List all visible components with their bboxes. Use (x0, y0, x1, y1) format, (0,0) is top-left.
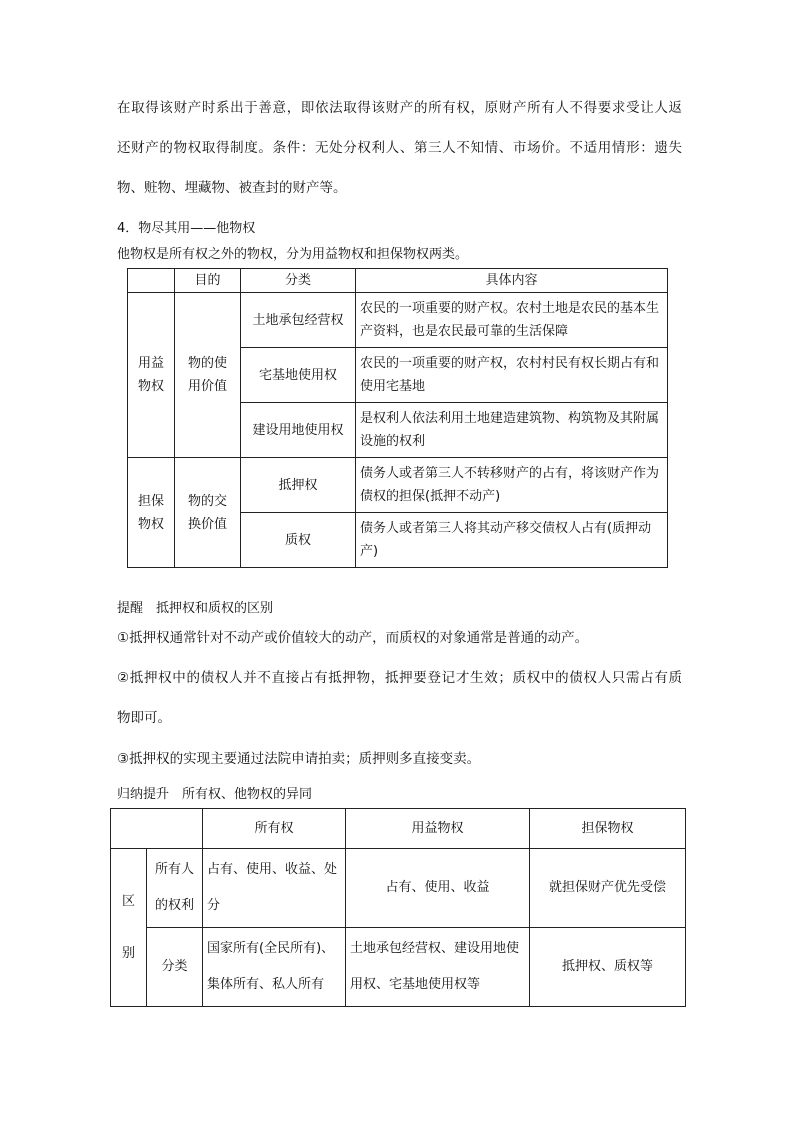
ownership-cell: 占有、使用、收益、处分 (203, 849, 346, 928)
intro-line-3: 物、赃物、埋藏物、被查封的财产等。 (117, 180, 347, 196)
content-cell: 是权利人依法利用土地建造建筑物、构筑物及其附属设施的权利 (356, 403, 668, 458)
usufruct-cell: 占有、使用、收益 (346, 849, 530, 928)
category-cell: 土地承包经营权 (241, 293, 356, 348)
category-cell: 宅基地使用权 (241, 348, 356, 403)
content-cell: 债务人或者第三人将其动产移交债权人占有(质押动产) (356, 513, 668, 568)
reminder-item-2a: ②抵押权中的债权人并不直接占有抵押物，抵押要登记才生效；质权中的债权人只需占有质 (117, 670, 682, 686)
table-header-cell: 所有权 (203, 809, 346, 849)
summary-table (110, 808, 686, 1007)
content-cell: 农民的一项重要的财产权。农村土地是农民的基本生产资料，也是农民最可靠的生活保障 (356, 293, 668, 348)
content-cell: 农民的一项重要的财产权，农村村民有权长期占有和使用宅基地 (356, 348, 668, 403)
table-header-cell: 担保物权 (530, 809, 686, 849)
table-row (111, 849, 686, 928)
row-label: 分类 (147, 928, 203, 1007)
table-header-row (111, 809, 686, 849)
table-row (128, 293, 668, 348)
reminder-item-1: ①抵押权通常针对不动产或价值较大的动产，而质权的对象通常是普通的动产。 (117, 630, 589, 646)
table-header-cell (111, 809, 203, 849)
reminder-title: 提醒 抵押权和质权的区别 (117, 601, 274, 616)
table-row (128, 458, 668, 513)
content-cell: 债务人或者第三人不转移财产的占有，将该财产作为债权的担保(抵押不动产) (356, 458, 668, 513)
table-header-cell: 用益物权 (346, 809, 530, 849)
security-cell: 就担保财产优先受偿 (530, 849, 686, 928)
ownership-cell: 国家所有(全民所有)、集体所有、私人所有 (203, 928, 346, 1007)
security-cell: 抵押权、质权等 (530, 928, 686, 1007)
group-purpose-security: 物的交换价值 (175, 458, 241, 568)
group-name-difference: 区别 (111, 849, 147, 1007)
category-cell: 建设用地使用权 (241, 403, 356, 458)
group-name-security: 担保物权 (128, 458, 175, 568)
section-heading: 4．物尽其用——他物权 (117, 221, 256, 236)
table-row (111, 928, 686, 1007)
table-header-cell: 分类 (241, 269, 356, 293)
table-header-row (128, 269, 668, 293)
table-header-cell: 具体内容 (356, 269, 668, 293)
other-rights-table (127, 268, 668, 568)
usufruct-cell: 土地承包经营权、建设用地使用权、宅基地使用权等 (346, 928, 530, 1007)
table-header-cell (128, 269, 175, 293)
section-intro: 他物权是所有权之外的物权，分为用益物权和担保物权两类。 (117, 247, 469, 262)
table-header-cell: 目的 (175, 269, 241, 293)
intro-line-2: 还财产的物权取得制度。条件：无处分权利人、第三人不知情、市场价。不适用情形：遗失 (117, 140, 682, 156)
intro-line-1: 在取得该财产时系出于善意，即依法取得该财产的所有权，原财产所有人不得要求受让人返 (117, 100, 682, 116)
row-label: 所有人的权利 (147, 849, 203, 928)
group-name-usufruct: 用益物权 (128, 293, 175, 458)
group-purpose-usufruct: 物的使用价值 (175, 293, 241, 458)
reminder-item-2b: 物即可。 (117, 710, 171, 726)
category-cell: 质权 (241, 513, 356, 568)
reminder-item-3: ③抵押权的实现主要通过法院申请拍卖；质押则多直接变卖。 (117, 751, 481, 767)
category-cell: 抵押权 (241, 458, 356, 513)
summary-title: 归纳提升 所有权、他物权的异同 (117, 787, 313, 802)
